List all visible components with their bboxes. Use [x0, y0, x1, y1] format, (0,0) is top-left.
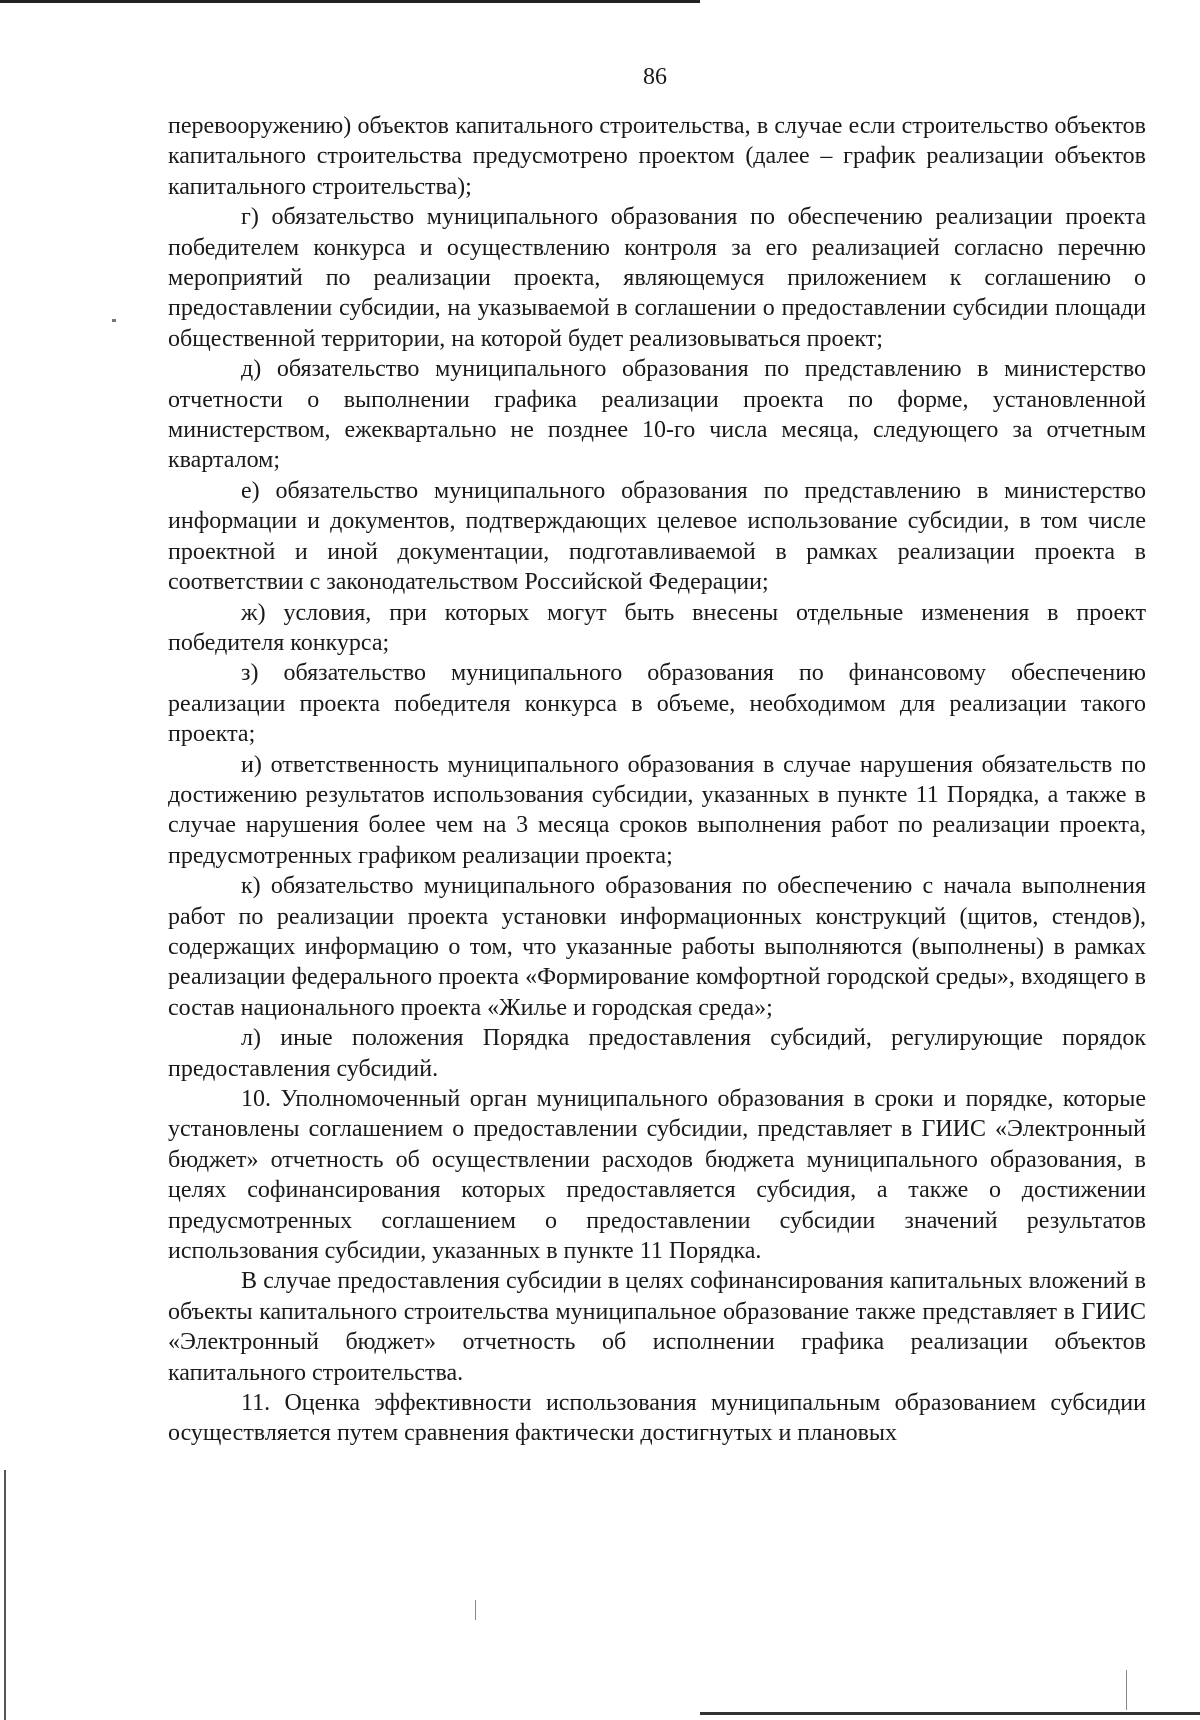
paragraph: е) обязательство муниципального образования по представлению в министерство информации и документов, подтверждающих целевое использование субсидии, в том числе проектной и иной документации, подготавливаемой в рамках реализации проекта в соответствии с законодательством Российской Федерации; [168, 477, 1146, 596]
scan-artifact-left-line [4, 1470, 6, 1720]
scan-top-rule [0, 0, 700, 3]
paragraph: 11. Оценка эффективности использования муниципальным образованием субсидии осуществляется путем сравнения фактически достигнутых и плановых [168, 1390, 1146, 1447]
document-body [168, 111, 1146, 1449]
paragraph: д) обязательство муниципального образования по представлению в министерство отчетности о выполнении графика реализации проекта по форме, установленной министерством, ежеквартально не позднее 10-го числа месяца, следующего за отчетным кварталом; [168, 356, 1146, 474]
paragraph: л) иные положения Порядка предоставления субсидий, регулирующие порядок предоставления субсидий. [168, 1025, 1146, 1082]
scan-bottom-rule [700, 1712, 1200, 1715]
scan-artifact-tick [1126, 1670, 1127, 1710]
paragraph: 10. Уполномоченный орган муниципального образования в сроки и порядке, которые установлены соглашением о предоставлении субсидии, представляет в ГИИС «Электронный бюджет» отчетность об осуществлении расходов бюджета муниципального образования, в целях софинансирования которых предоставляется субсидия, а также о достижении предусмотренных соглашением о предоставлении субсидии значений результатов использования субсидии, указанных в пункте 11 Порядка. [168, 1086, 1146, 1265]
paragraph: перевооружению) объектов капитального строительства, в случае если строительство объектов капитального строительства предусмотрено проектом (далее – график реализации объектов капитального строительства); [168, 113, 1146, 200]
paragraph: В случае предоставления субсидии в целях софинансирования капитальных вложений в объекты капитального строительства муниципальное образование также представляет в ГИИС «Электронный бюджет» отчетность об исполнении графика реализации объектов капитального строительства. [168, 1268, 1146, 1386]
paragraph: ж) условия, при которых могут быть внесены отдельные изменения в проект победителя конкурса; [168, 599, 1146, 656]
paragraph: з) обязательство муниципального образования по финансовому обеспечению реализации проекта победителя конкурса в объеме, необходимом для реализации такого проекта; [168, 660, 1146, 748]
paragraph: и) ответственность муниципального образования в случае нарушения обязательств по достижению результатов использования субсидии, указанных в пункте 11 Порядка, а также в случае нарушения более чем на 3 месяца сроков выполнения работ по реализации проекта, предусмотренных графиком реализации проекта; [168, 751, 1146, 869]
scan-artifact-tick [475, 1600, 476, 1620]
paragraph: к) обязательство муниципального образования по обеспечению с начала выполнения работ по реализации проекта установки информационных конструкций (щитов, стендов), содержащих информацию о том, что указанные работы выполняются (выполнены) в рамках реализации федерального проекта «Формирование комфортной городской среды», входящего в состав национального проекта «Жилье и городская среда»; [168, 873, 1146, 1021]
page-number: 86 [643, 64, 667, 90]
scan-artifact-dot [112, 319, 116, 322]
paragraph: г) обязательство муниципального образования по обеспечению реализации проекта победителем конкурса и осуществлению контроля за его реализацией согласно перечню мероприятий по реализации проекта, являющемуся приложением к соглашению о предоставлении субсидии, на указываемой в соглашении о предоставлении субсидии площади общественной территории, на которой будет реализовываться проект; [168, 204, 1146, 352]
